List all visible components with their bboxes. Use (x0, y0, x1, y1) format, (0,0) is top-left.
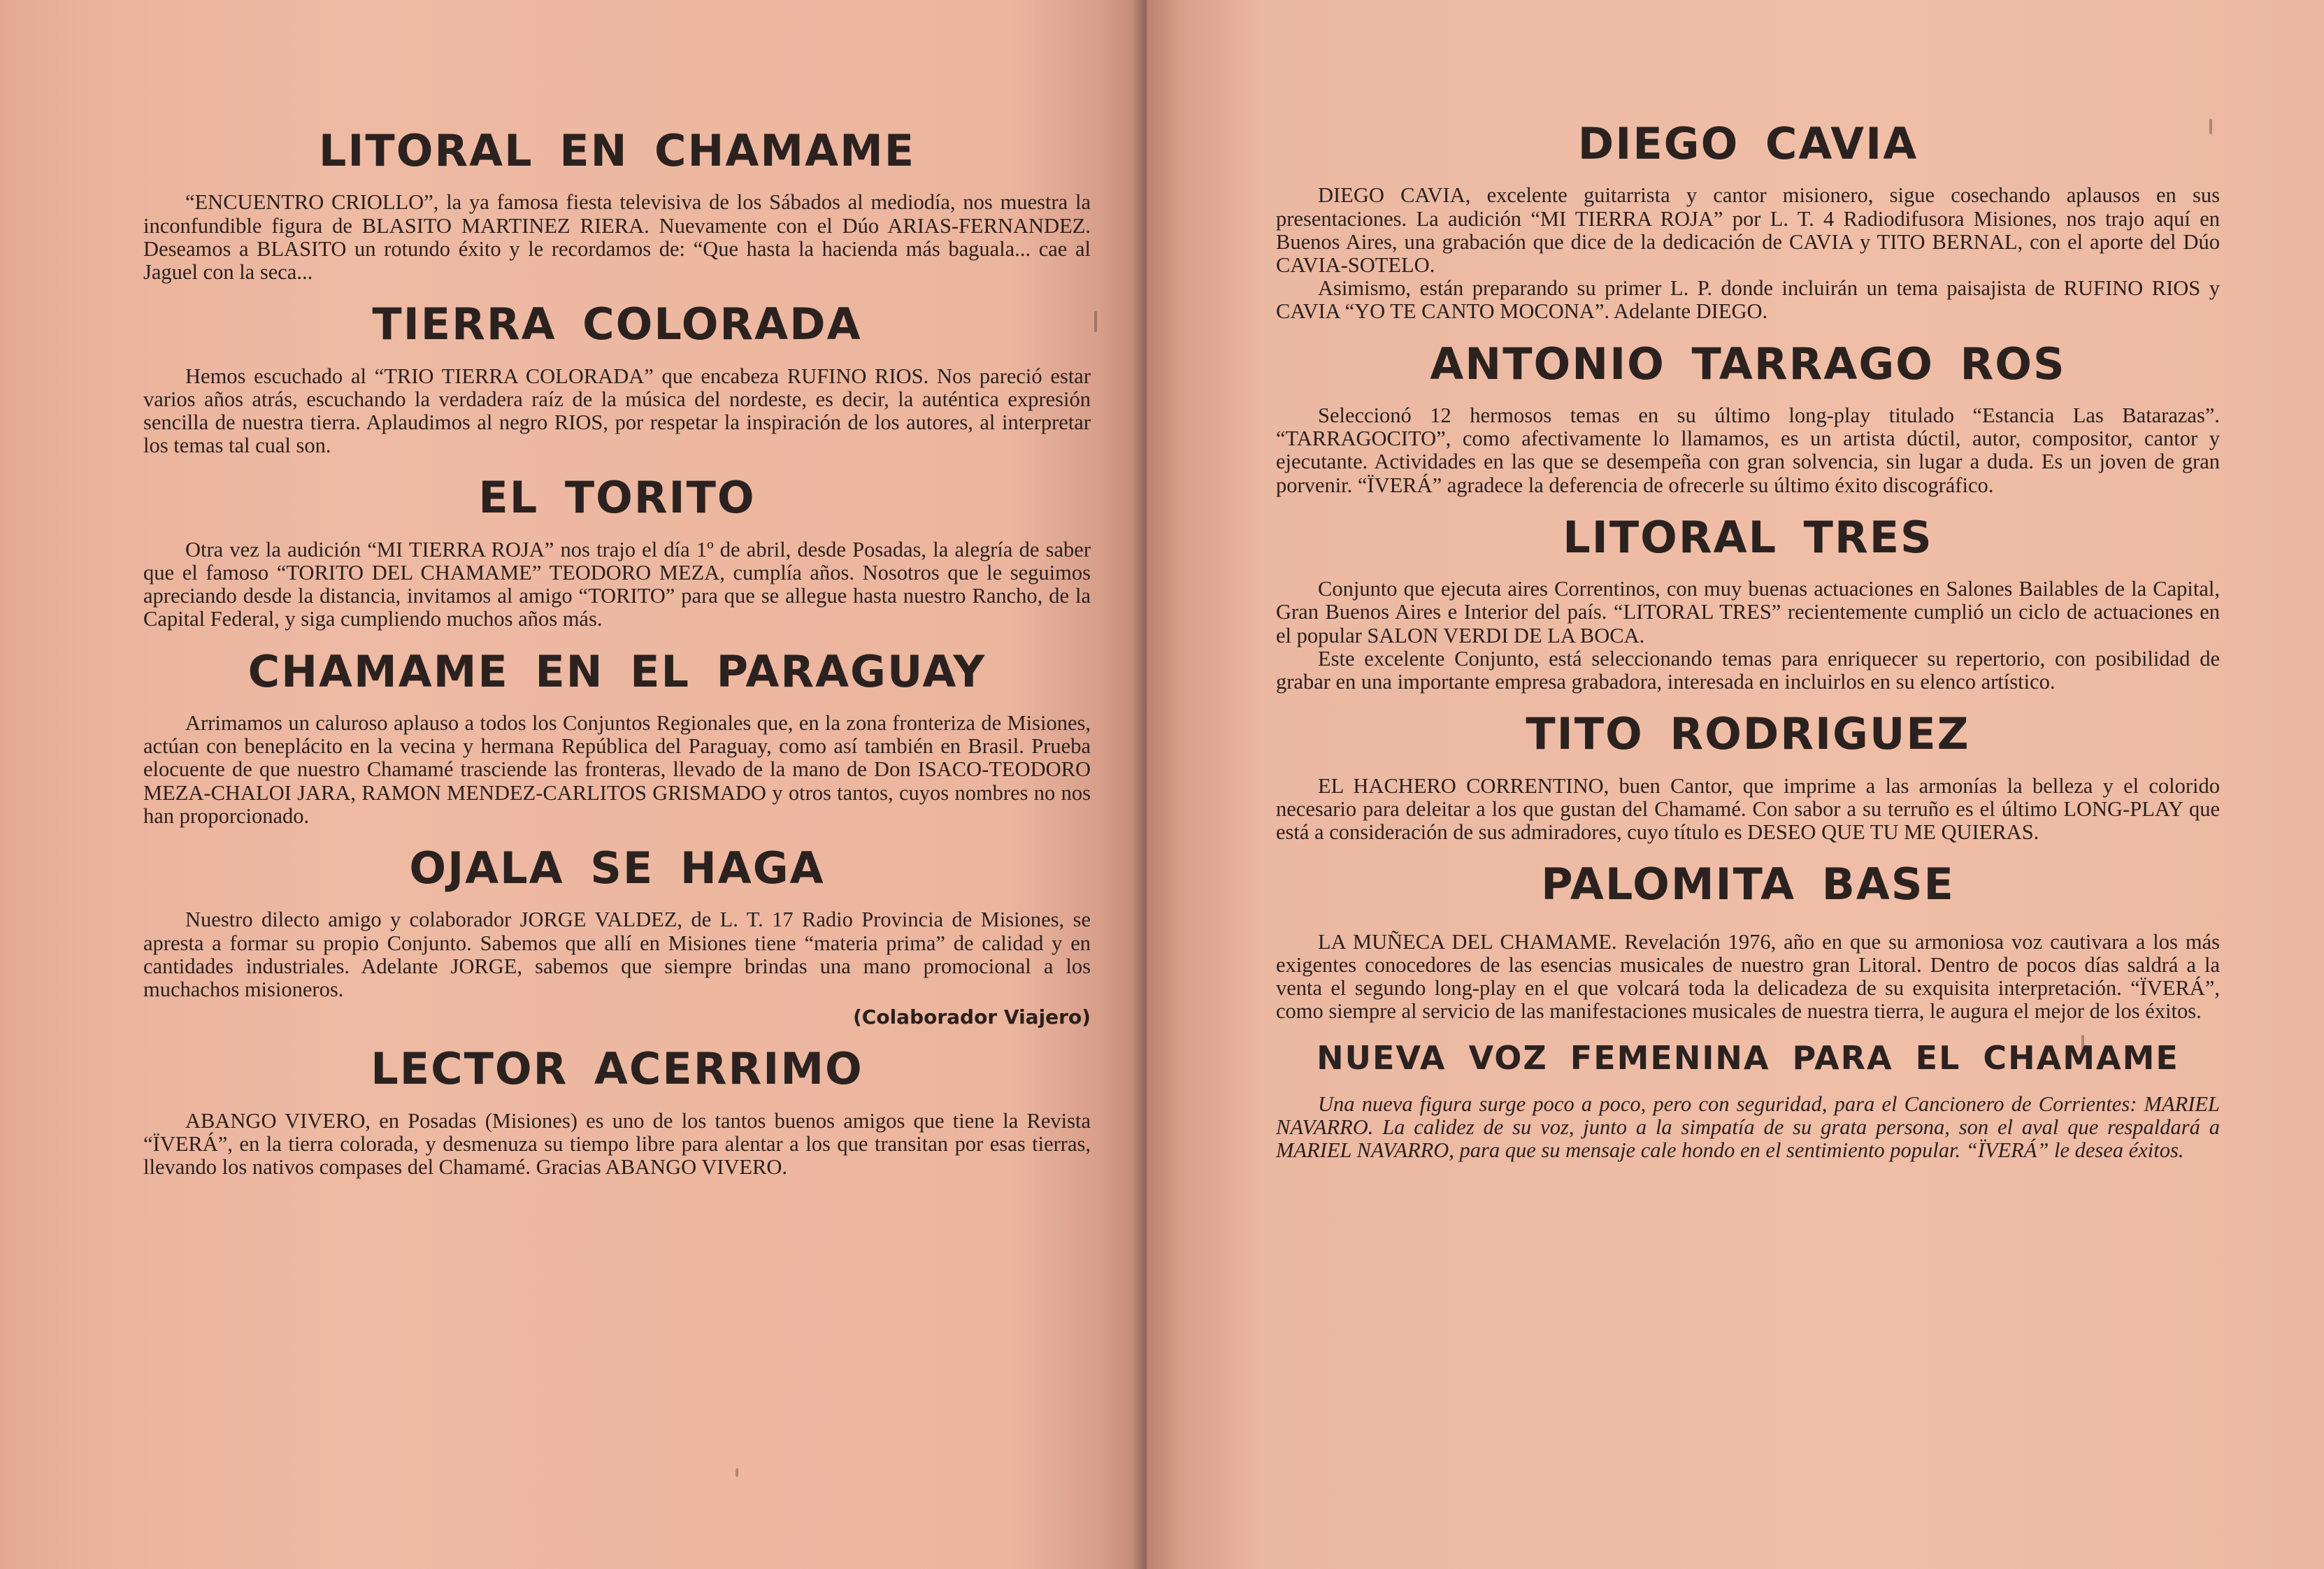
print-speck (1094, 311, 1097, 332)
article-lector-acerrimo (143, 1044, 1091, 1179)
article-palomita-base (1276, 859, 2220, 1023)
article-paragraph: Nuestro dilecto amigo y colaborador JORGE VALDEZ, de L. T. 17 Radio Provincia de Misiones, se apresta a formar su propio Conjunto. Sabemos que allí en Misiones tiene “materia prima” de calidad y en cantidades industriales. Adelante JORGE, sabemos que siempre brindas una mano promocional a los muchachos misioneros. (143, 908, 1091, 1002)
article-paragraph: LA MUÑECA DEL CHAMAME. Revelación 1976, año en que su armoniosa voz cautivara a los más exigentes conocedores de las esencias musicales de nuestro gran Litoral. Dentro de pocos días saldrá a la venta el segundo long-play en el que volcará toda la delicadeza de su exquisita interpretación. “ÏVERÁ”, como siempre al servicio de las manifestaciones musicales de nuestra tierra, le augura el mejor de los éxitos. (1276, 929, 2220, 1024)
article-paragraph: Hemos escuchado al “TRIO TIERRA COLORADA” que encabeza RUFINO RIOS. Nos pareció estar varios años atrás, escuchando la verdadera raíz de la música del nordeste, es decir, la auténtica expresión sencilla de nuestra tierra. Aplaudimos al negro RIOS, por respetar la inspiración de los autores, al interpretar los temas tal cual son. (143, 364, 1091, 458)
article-chamame-en-el-paraguay (143, 647, 1091, 828)
article-paragraph: “ENCUENTRO CRIOLLO”, la ya famosa fiesta televisiva de los Sábados al mediodía, nos muestra la inconfundible figura de BLASITO MARTINEZ RIERA. Nuevamente con el Dúo ARIAS-FERNANDEZ. Deseamos a BLASITO un rotundo éxito y le recordamos de: “Que hasta la hacienda más baguala... cae al Jaguel con la seca... (143, 190, 1091, 284)
article-title: DIEGO CAVIA (1577, 118, 1918, 169)
article-ojala-se-haga (143, 843, 1091, 1029)
article-title: LECTOR ACERRIMO (371, 1043, 863, 1095)
print-speck (736, 1468, 738, 1477)
article-paragraph: Conjunto que ejecuta aires Correntinos, con muy buenas actuaciones en Salones Bailables de la Capital, Gran Buenos Aires e Interior del país. “LITORAL TRES” recientemente cumplió un ciclo de actuaciones en el popular SALON VERDI DE LA BOCA. (1276, 577, 2220, 647)
article-nueva-voz-femenina (1276, 1039, 2220, 1163)
article-title: OJALA SE HAGA (409, 843, 825, 894)
right-column (1276, 119, 2220, 1163)
left-column (143, 126, 1091, 1179)
article-paragraph: ABANGO VIVERO, en Posadas (Misiones) es uno de los tantos buenos amigos que tiene la Revista “ÏVERÁ”, en la tierra colorada, y desmenuza su tiempo libre para alentar a los que transitan por esas tierras, llevando los nativos compases del Chamamé. Gracias ABANGO VIVERO. (143, 1108, 1091, 1180)
print-speck (2209, 119, 2212, 134)
article-title: PALOMITA BASE (1541, 859, 1955, 910)
article-paragraph: Seleccionó 12 hermosos temas en su último long-play titulado “Estancia Las Batarazas”. “TARRAGOCITO”, como afectivamente lo llamamos, es un artista dúctil, autor, compositor, cantor y ejecutante. Actividades en las que se desempeña con gran solvencia, sin lugar a duda. Es un joven de gran porvenir. “ÏVERÁ” agradece la deferencia de ofrecerle su último éxito discográfico. (1276, 403, 2220, 497)
article-paragraph: Asimismo, están preparando su primer L. P. donde incluirán un tema paisajista de RUFINO RIOS y CAVIA “YO TE CANTO MOCONA”. Adelante DIEGO. (1276, 276, 2220, 324)
article-antonio-tarrago-ros (1276, 339, 2220, 497)
article-paragraph: Otra vez la audición “MI TIERRA ROJA” nos trajo el día 1º de abril, desde Posadas, la alegría de saber que el famoso “TORITO DEL CHAMAME” TEODORO MEZA, cumplía años. Nosotros que le seguimos apreciando desde la distancia, invitamos al amigo “TORITO” para que se allegue hasta nuestro Rancho, de la Capital Federal, y siga cumpliendo muchos años más. (143, 537, 1091, 631)
article-title: TIERRA COLORADA (372, 299, 862, 350)
article-tito-rodriguez (1276, 709, 2220, 844)
right-page (1147, 0, 2324, 1569)
article-signature: (Colaborador Viajero) (853, 1005, 1091, 1029)
article-title: NUEVA VOZ FEMENINA PARA EL CHAMAME (1317, 1038, 2179, 1077)
article-title: LITORAL EN CHAMAME (318, 125, 916, 176)
article-paragraph: Una nueva figura surge poco a poco, pero con seguridad, para el Cancionero de Corrientes: MARIEL NAVARRO. La calidez de su voz, junto a la simpatía de su grata persona, son el aval que respaldará a MARIEL NAVARRO, para que su mensaje cale hondo en el sentimiento popular. “ÏVERÁ” le desea éxitos. (1276, 1091, 2220, 1163)
article-litoral-tres (1276, 513, 2220, 694)
article-el-torito (143, 473, 1091, 631)
left-page (0, 0, 1147, 1569)
print-speck (2081, 1035, 2084, 1056)
article-title: LITORAL TRES (1563, 511, 1933, 563)
article-paragraph: DIEGO CAVIA, excelente guitarrista y cantor misionero, sigue cosechando aplausos en sus presentaciones. La audición “MI TIERRA ROJA” por L. T. 4 Radiodifusora Misiones, nos trajo aquí en Buenos Aires, una grabación que dice de la dedicación de CAVIA y TITO BERNAL, con el aporte del Dúo CAVIA-SOTELO. (1276, 183, 2220, 277)
article-title: CHAMAME EN EL PARAGUAY (248, 645, 987, 697)
article-title: TITO RODRIGUEZ (1526, 708, 1970, 760)
article-paragraph: Este excelente Conjunto, está seleccionando temas para enriquecer su repertorio, con posibilidad de grabar en una importante empresa grabadora, interesada en incluirlos en su elenco artístico. (1276, 646, 2220, 694)
article-paragraph: EL HACHERO CORRENTINO, buen Cantor, que imprime a las armonías la belleza y el colorido necesario para deleitar a los que gustan del Chamamé. Con sabor a su terruño es el último LONG-PLAY que está a consideración de sus admiradores, cuyo título es DESEO QUE TU ME QUIERAS. (1276, 773, 2220, 845)
article-diego-cavia (1276, 119, 2220, 324)
article-tierra-colorada (143, 299, 1091, 457)
article-title: ANTONIO TARRAGO ROS (1430, 338, 2066, 389)
article-title: EL TORITO (478, 472, 756, 524)
article-paragraph: Arrimamos un caluroso aplauso a todos los Conjuntos Regionales que, en la zona fronteriza de Misiones, actúan con beneplácito en la vecina y hermana República del Paraguay, como así también en Brasil. Prueba elocuente de que nuestro Chamamé trasciende las fronteras, llevado de la mano de Don ISACO-TEODORO MEZA-CHALOI JARA, RAMON MENDEZ-CARLITOS GRISMADO y otros tantos, cuyos nombres no nos han proporcionado. (143, 711, 1091, 828)
article-litoral-en-chamame (143, 126, 1091, 284)
